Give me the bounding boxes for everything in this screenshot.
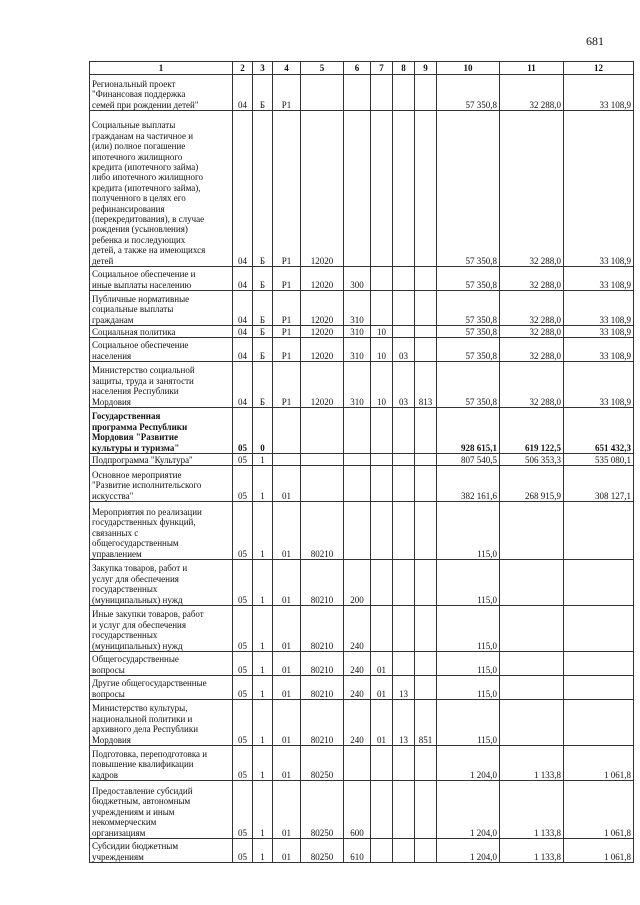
table-row bbox=[90, 606, 634, 652]
code-col5: 12020 bbox=[301, 111, 344, 267]
amount-col11: 1 133,8 bbox=[500, 746, 564, 781]
amount-col11: 268 915,9 bbox=[500, 466, 564, 502]
amount-col12 bbox=[564, 676, 634, 700]
code-col7 bbox=[371, 466, 393, 502]
table-row bbox=[90, 676, 634, 700]
amount-col12: 33 108,9 bbox=[564, 111, 634, 267]
code-col9 bbox=[415, 291, 437, 326]
code-col9 bbox=[415, 408, 437, 454]
column-header: 8 bbox=[393, 62, 415, 75]
amount-col10: 115,0 bbox=[437, 560, 500, 606]
code-col2: 05 bbox=[233, 466, 253, 502]
amount-col11 bbox=[500, 700, 564, 746]
code-col2: 04 bbox=[233, 291, 253, 326]
amount-col10: 115,0 bbox=[437, 606, 500, 652]
code-col7 bbox=[371, 606, 393, 652]
code-col9 bbox=[415, 746, 437, 781]
code-col3: Б bbox=[253, 338, 273, 362]
code-col7 bbox=[371, 454, 393, 466]
code-col3: 1 bbox=[253, 502, 273, 560]
code-col3: Б bbox=[253, 75, 273, 111]
row-name: Подготовка, переподготовка и повышение квалификации кадров bbox=[90, 746, 233, 781]
code-col4: Р1 bbox=[273, 267, 301, 291]
row-name: Другие общегосударственные вопросы bbox=[90, 676, 233, 700]
row-name: Региональный проект "Финансовая поддержка семей при рождении детей" bbox=[90, 75, 233, 111]
code-col3: Б bbox=[253, 362, 273, 408]
code-col3: Б bbox=[253, 291, 273, 326]
amount-col11: 32 288,0 bbox=[500, 75, 564, 111]
code-col7 bbox=[371, 408, 393, 454]
row-name: Закупка товаров, работ и услуг для обеспечения государственных (муниципальных) нужд bbox=[90, 560, 233, 606]
amount-col10: 1 204,0 bbox=[437, 746, 500, 781]
code-col8 bbox=[393, 781, 415, 839]
amount-col10: 928 615,1 bbox=[437, 408, 500, 454]
code-col2: 04 bbox=[233, 338, 253, 362]
row-name: Социальное обеспечение и иные выплаты населению bbox=[90, 267, 233, 291]
code-col4: 01 bbox=[273, 839, 301, 863]
code-col5: 12020 bbox=[301, 326, 344, 338]
code-col3: 1 bbox=[253, 839, 273, 863]
amount-col12: 1 061,8 bbox=[564, 839, 634, 863]
code-col8 bbox=[393, 502, 415, 560]
code-col3: Б bbox=[253, 326, 273, 338]
table-row bbox=[90, 75, 634, 111]
code-col9 bbox=[415, 267, 437, 291]
code-col8: 03 bbox=[393, 338, 415, 362]
table-row bbox=[90, 746, 634, 781]
table-row bbox=[90, 326, 634, 338]
amount-col10: 115,0 bbox=[437, 652, 500, 676]
code-col8 bbox=[393, 75, 415, 111]
code-col3: 1 bbox=[253, 676, 273, 700]
code-col5 bbox=[301, 454, 344, 466]
amount-col12 bbox=[564, 700, 634, 746]
row-name: Социальная политика bbox=[90, 326, 233, 338]
code-col8: 03 bbox=[393, 362, 415, 408]
amount-col10: 115,0 bbox=[437, 700, 500, 746]
code-col2: 04 bbox=[233, 326, 253, 338]
code-col9 bbox=[415, 839, 437, 863]
amount-col12: 33 108,9 bbox=[564, 338, 634, 362]
code-col2: 05 bbox=[233, 652, 253, 676]
row-name: Министерство культуры, национальной политики и архивного дела Республики Мордовия bbox=[90, 700, 233, 746]
code-col9: 813 bbox=[415, 362, 437, 408]
amount-col10: 1 204,0 bbox=[437, 839, 500, 863]
code-col4: Р1 bbox=[273, 291, 301, 326]
code-col4: Р1 bbox=[273, 111, 301, 267]
code-col9 bbox=[415, 781, 437, 839]
code-col5: 80250 bbox=[301, 839, 344, 863]
code-col5: 12020 bbox=[301, 338, 344, 362]
code-col6: 240 bbox=[344, 700, 371, 746]
code-col2: 05 bbox=[233, 502, 253, 560]
code-col5: 80250 bbox=[301, 781, 344, 839]
code-col4: Р1 bbox=[273, 338, 301, 362]
code-col8: 13 bbox=[393, 676, 415, 700]
budget-table bbox=[89, 61, 634, 863]
code-col4: 01 bbox=[273, 606, 301, 652]
amount-col11 bbox=[500, 502, 564, 560]
code-col7: 01 bbox=[371, 652, 393, 676]
code-col5: 80210 bbox=[301, 560, 344, 606]
code-col9 bbox=[415, 606, 437, 652]
amount-col10: 57 350,8 bbox=[437, 111, 500, 267]
amount-col11: 32 288,0 bbox=[500, 291, 564, 326]
table-row bbox=[90, 408, 634, 454]
code-col8 bbox=[393, 454, 415, 466]
column-header: 11 bbox=[500, 62, 564, 75]
code-col5 bbox=[301, 75, 344, 111]
amount-col12 bbox=[564, 560, 634, 606]
code-col8 bbox=[393, 839, 415, 863]
amount-col11 bbox=[500, 676, 564, 700]
code-col6 bbox=[344, 466, 371, 502]
code-col5: 80250 bbox=[301, 746, 344, 781]
amount-col11: 619 122,5 bbox=[500, 408, 564, 454]
code-col9 bbox=[415, 454, 437, 466]
code-col2: 05 bbox=[233, 454, 253, 466]
code-col2: 04 bbox=[233, 362, 253, 408]
amount-col12: 1 061,8 bbox=[564, 781, 634, 839]
code-col6: 200 bbox=[344, 560, 371, 606]
code-col7 bbox=[371, 560, 393, 606]
code-col7: 10 bbox=[371, 326, 393, 338]
column-header: 12 bbox=[564, 62, 634, 75]
code-col6 bbox=[344, 408, 371, 454]
amount-col12: 651 432,3 bbox=[564, 408, 634, 454]
code-col4 bbox=[273, 454, 301, 466]
amount-col10: 57 350,8 bbox=[437, 267, 500, 291]
code-col9 bbox=[415, 466, 437, 502]
code-col8 bbox=[393, 606, 415, 652]
table-row bbox=[90, 560, 634, 606]
code-col6: 300 bbox=[344, 267, 371, 291]
code-col2: 05 bbox=[233, 781, 253, 839]
page-number: 681 bbox=[586, 34, 604, 48]
code-col8: 13 bbox=[393, 700, 415, 746]
code-col3: 1 bbox=[253, 466, 273, 502]
table-row bbox=[90, 502, 634, 560]
code-col3: 1 bbox=[253, 652, 273, 676]
column-header: 5 bbox=[301, 62, 344, 75]
code-col5: 80210 bbox=[301, 700, 344, 746]
code-col7 bbox=[371, 291, 393, 326]
column-header: 2 bbox=[233, 62, 253, 75]
table-row bbox=[90, 111, 634, 267]
code-col5: 12020 bbox=[301, 291, 344, 326]
code-col3: 1 bbox=[253, 560, 273, 606]
code-col4: 01 bbox=[273, 502, 301, 560]
column-header: 7 bbox=[371, 62, 393, 75]
amount-col12: 308 127,1 bbox=[564, 466, 634, 502]
amount-col10: 1 204,0 bbox=[437, 781, 500, 839]
code-col8 bbox=[393, 267, 415, 291]
code-col6: 310 bbox=[344, 362, 371, 408]
code-col7: 10 bbox=[371, 338, 393, 362]
row-name: Подпрограмма "Культура" bbox=[90, 454, 233, 466]
code-col3: 1 bbox=[253, 781, 273, 839]
code-col2: 05 bbox=[233, 606, 253, 652]
code-col6 bbox=[344, 746, 371, 781]
amount-col11: 32 288,0 bbox=[500, 267, 564, 291]
code-col8 bbox=[393, 560, 415, 606]
table-row bbox=[90, 267, 634, 291]
amount-col12: 33 108,9 bbox=[564, 267, 634, 291]
code-col7 bbox=[371, 111, 393, 267]
code-col2: 04 bbox=[233, 111, 253, 267]
code-col3: 0 bbox=[253, 408, 273, 454]
amount-col12: 1 061,8 bbox=[564, 746, 634, 781]
amount-col12: 33 108,9 bbox=[564, 326, 634, 338]
code-col6 bbox=[344, 111, 371, 267]
code-col6 bbox=[344, 454, 371, 466]
code-col8 bbox=[393, 652, 415, 676]
code-col7 bbox=[371, 75, 393, 111]
column-header: 10 bbox=[437, 62, 500, 75]
code-col5: 12020 bbox=[301, 362, 344, 408]
amount-col11: 1 133,8 bbox=[500, 781, 564, 839]
code-col6 bbox=[344, 75, 371, 111]
amount-col11: 32 288,0 bbox=[500, 338, 564, 362]
code-col9 bbox=[415, 326, 437, 338]
amount-col11: 32 288,0 bbox=[500, 111, 564, 267]
amount-col12: 33 108,9 bbox=[564, 362, 634, 408]
column-header: 3 bbox=[253, 62, 273, 75]
table-row bbox=[90, 781, 634, 839]
code-col7: 10 bbox=[371, 362, 393, 408]
code-col3: 1 bbox=[253, 606, 273, 652]
code-col9 bbox=[415, 338, 437, 362]
code-col3: Б bbox=[253, 267, 273, 291]
code-col8 bbox=[393, 111, 415, 267]
code-col2: 04 bbox=[233, 267, 253, 291]
code-col9 bbox=[415, 676, 437, 700]
code-col4: 01 bbox=[273, 746, 301, 781]
code-col5: 80210 bbox=[301, 502, 344, 560]
code-col4: 01 bbox=[273, 700, 301, 746]
code-col8 bbox=[393, 408, 415, 454]
code-col7 bbox=[371, 267, 393, 291]
code-col6: 310 bbox=[344, 291, 371, 326]
code-col2: 05 bbox=[233, 839, 253, 863]
amount-col10: 57 350,8 bbox=[437, 338, 500, 362]
column-header: 9 bbox=[415, 62, 437, 75]
row-name: Общегосударственные вопросы bbox=[90, 652, 233, 676]
amount-col12: 33 108,9 bbox=[564, 291, 634, 326]
amount-col10: 57 350,8 bbox=[437, 326, 500, 338]
table-row bbox=[90, 291, 634, 326]
code-col5: 80210 bbox=[301, 606, 344, 652]
code-col4: 01 bbox=[273, 560, 301, 606]
amount-col10: 115,0 bbox=[437, 502, 500, 560]
amount-col11: 1 133,8 bbox=[500, 839, 564, 863]
row-name: Предоставление субсидий бюджетным, автономным учреждениям и иным некоммерческим организациям bbox=[90, 781, 233, 839]
amount-col10: 382 161,6 bbox=[437, 466, 500, 502]
code-col7: 01 bbox=[371, 700, 393, 746]
amount-col12: 535 080,1 bbox=[564, 454, 634, 466]
code-col7 bbox=[371, 781, 393, 839]
table-row bbox=[90, 454, 634, 466]
code-col5: 12020 bbox=[301, 267, 344, 291]
code-col8 bbox=[393, 326, 415, 338]
code-col6: 310 bbox=[344, 326, 371, 338]
code-col5: 80210 bbox=[301, 652, 344, 676]
code-col3: 1 bbox=[253, 700, 273, 746]
amount-col10: 57 350,8 bbox=[437, 291, 500, 326]
code-col6: 240 bbox=[344, 652, 371, 676]
column-header: 6 bbox=[344, 62, 371, 75]
amount-col11 bbox=[500, 606, 564, 652]
amount-col12 bbox=[564, 652, 634, 676]
amount-col11: 32 288,0 bbox=[500, 362, 564, 408]
code-col7 bbox=[371, 746, 393, 781]
code-col8 bbox=[393, 466, 415, 502]
amount-col11: 506 353,3 bbox=[500, 454, 564, 466]
code-col4: Р1 bbox=[273, 75, 301, 111]
code-col4: 01 bbox=[273, 652, 301, 676]
row-name: Иные закупки товаров, работ и услуг для обеспечения государственных (муниципальных) нужд bbox=[90, 606, 233, 652]
amount-col10: 57 350,8 bbox=[437, 75, 500, 111]
column-header: 4 bbox=[273, 62, 301, 75]
code-col9 bbox=[415, 502, 437, 560]
amount-col11 bbox=[500, 652, 564, 676]
code-col7 bbox=[371, 502, 393, 560]
amount-col12: 33 108,9 bbox=[564, 75, 634, 111]
amount-col12 bbox=[564, 502, 634, 560]
amount-col10: 807 540,5 bbox=[437, 454, 500, 466]
row-name: Социальные выплаты гражданам на частичное и (или) полное погашение ипотечного жилищного кредита (ипотечного займа) либо ипотечного жилищного кредита (ипотечного займа), полученного в целях его рефинансирования (перекредитования), в случае рождения (усыновления) ребенка и последующих детей, а также на имеющихся детей bbox=[90, 111, 233, 267]
row-name: Социальное обеспечение населения bbox=[90, 338, 233, 362]
table-row bbox=[90, 652, 634, 676]
code-col9 bbox=[415, 111, 437, 267]
amount-col12 bbox=[564, 606, 634, 652]
code-col5 bbox=[301, 408, 344, 454]
table-row bbox=[90, 338, 634, 362]
code-col2: 05 bbox=[233, 700, 253, 746]
code-col8 bbox=[393, 746, 415, 781]
code-col9 bbox=[415, 75, 437, 111]
code-col4: 01 bbox=[273, 676, 301, 700]
code-col4: 01 bbox=[273, 466, 301, 502]
amount-col10: 115,0 bbox=[437, 676, 500, 700]
code-col3: Б bbox=[253, 111, 273, 267]
code-col3: 1 bbox=[253, 454, 273, 466]
code-col7 bbox=[371, 839, 393, 863]
amount-col11: 32 288,0 bbox=[500, 326, 564, 338]
table-row bbox=[90, 839, 634, 863]
row-name: Субсидии бюджетным учреждениям bbox=[90, 839, 233, 863]
amount-col11 bbox=[500, 560, 564, 606]
code-col6: 240 bbox=[344, 606, 371, 652]
code-col4: 01 bbox=[273, 781, 301, 839]
code-col6 bbox=[344, 502, 371, 560]
code-col5 bbox=[301, 466, 344, 502]
table-row bbox=[90, 700, 634, 746]
row-name: Министерство социальной защиты, труда и занятости населения Республики Мордовия bbox=[90, 362, 233, 408]
code-col4: Р1 bbox=[273, 362, 301, 408]
code-col9 bbox=[415, 652, 437, 676]
code-col3: 1 bbox=[253, 746, 273, 781]
table-row bbox=[90, 362, 634, 408]
row-name: Публичные нормативные социальные выплаты гражданам bbox=[90, 291, 233, 326]
code-col6: 240 bbox=[344, 676, 371, 700]
code-col6: 600 bbox=[344, 781, 371, 839]
code-col6: 610 bbox=[344, 839, 371, 863]
code-col9 bbox=[415, 560, 437, 606]
table-body bbox=[90, 75, 634, 863]
code-col2: 05 bbox=[233, 408, 253, 454]
table-row bbox=[90, 466, 634, 502]
header-row bbox=[90, 62, 634, 75]
row-name: Основное мероприятие "Развитие исполнительского искусства" bbox=[90, 466, 233, 502]
code-col2: 05 bbox=[233, 676, 253, 700]
code-col5: 80210 bbox=[301, 676, 344, 700]
code-col2: 04 bbox=[233, 75, 253, 111]
row-name: Государственная программа Республики Мордовия "Развитие культуры и туризма" bbox=[90, 408, 233, 454]
code-col2: 05 bbox=[233, 560, 253, 606]
amount-col10: 57 350,8 bbox=[437, 362, 500, 408]
row-name: Мероприятия по реализации государственных функций, связанных с общегосударственным управлением bbox=[90, 502, 233, 560]
column-header: 1 bbox=[90, 62, 233, 75]
code-col2: 05 bbox=[233, 746, 253, 781]
code-col6: 310 bbox=[344, 338, 371, 362]
code-col8 bbox=[393, 291, 415, 326]
code-col4 bbox=[273, 408, 301, 454]
code-col7: 01 bbox=[371, 676, 393, 700]
code-col4: Р1 bbox=[273, 326, 301, 338]
code-col9: 851 bbox=[415, 700, 437, 746]
